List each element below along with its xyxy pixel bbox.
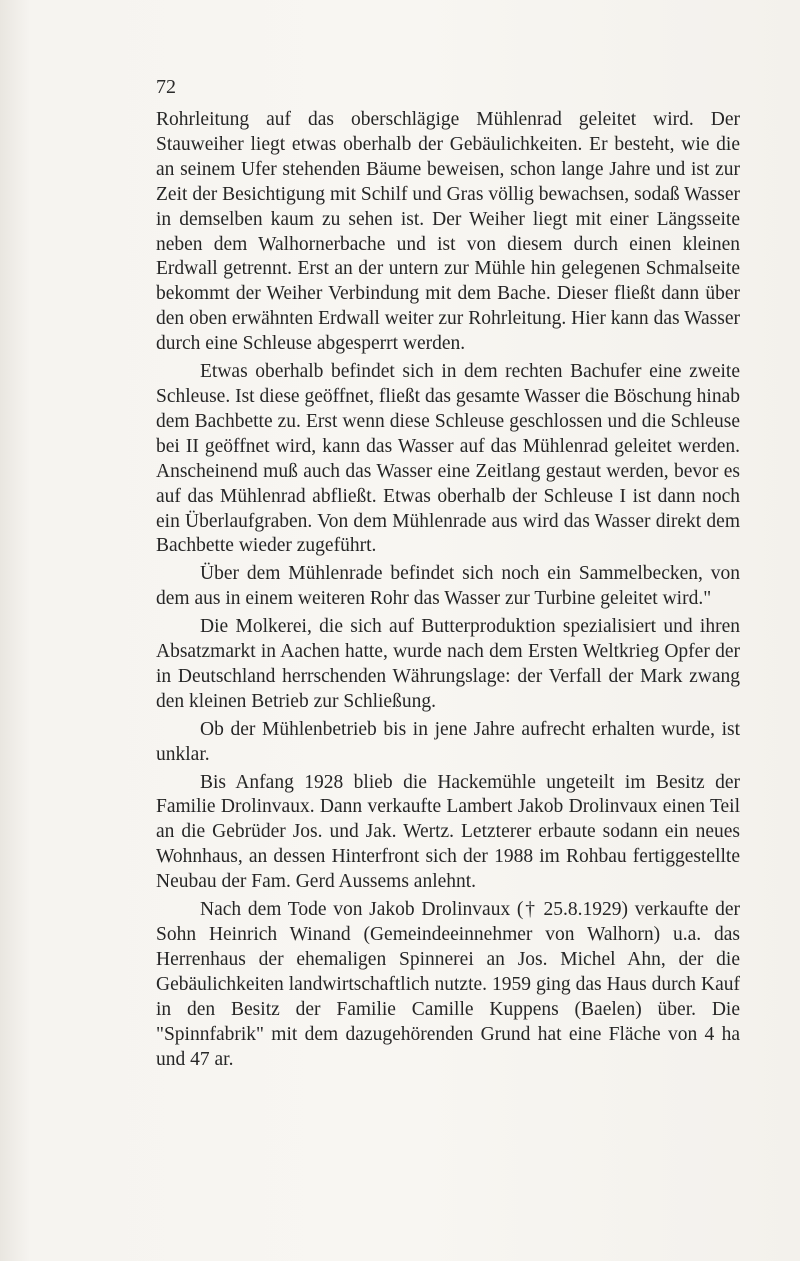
paragraph-6: Bis Anfang 1928 blieb die Hackemühle ungeteilt im Besitz der Familie Drolinvaux. Dann verkaufte Lambert Jakob Drolinvaux einen Teil an die Gebrüder Jos. und Jak. Wertz. Letzterer erbaute sodann ein neues Wohnhaus, an dessen Hinterfront sich der 1988 im Rohbau fertiggestellte Neubau der Fam. Gerd Aussems anlehnt. [156, 771, 740, 893]
page-number: 72 [156, 76, 176, 98]
paragraph-5: Ob der Mühlenbetrieb bis in jene Jahre aufrecht erhalten wurde, ist unklar. [156, 718, 740, 765]
paragraph-1: Rohrleitung auf das oberschlägige Mühlenrad geleitet wird. Der Stauweiher liegt etwas oberhalb der Gebäulichkeiten. Er besteht, wie die an seinem Ufer stehenden Bäume beweisen, schon lange Jahre und ist zur Zeit der Besichtigung mit Schilf und Gras völlig bewachsen, sodaß Wasser in demselben kaum zu sehen ist. Der Weiher liegt mit einer Längsseite neben dem Walhornerbache und ist von diesem durch einen kleinen Erdwall getrennt. Erst an der untern zur Mühle hin gelegenen Schmalseite bekommt der Weiher Verbindung mit dem Bache. Dieser fließt dann über den oben erwähnten Erdwall weiter zur Rohrleitung. Hier kann das Wasser durch eine Schleuse abgesperrt werden. [156, 109, 740, 355]
paragraph-4: Die Molkerei, die sich auf Butterproduktion spezialisiert und ihren Absatzmarkt in Aachen hatte, wurde nach dem Ersten Weltkrieg Opfer der in Deutschland herrschenden Währungslage: der Verfall der Mark zwang den kleinen Betrieb zur Schließung. [156, 616, 740, 712]
body-text [156, 108, 740, 1072]
paragraph-2: Etwas oberhalb befindet sich in dem rechten Bachufer eine zweite Schleuse. Ist diese geöffnet, fließt das gesamte Wasser die Böschung hinab dem Bachbette zu. Erst wenn diese Schleuse geschlossen und die Schleuse bei II geöffnet wird, kann das Wasser auf das Mühlenrad geleitet werden. Anscheinend muß auch das Wasser eine Zeitlang gestaut werden, bevor es auf das Mühlenrad abfließt. Etwas oberhalb der Schleuse I ist dann noch ein Überlaufgraben. Von dem Mühlenrade aus wird das Wasser direkt dem Bachbette wieder zugeführt. [156, 361, 740, 557]
paragraph-3: Über dem Mühlenrade befindet sich noch ein Sammelbecken, von dem aus in einem weiteren Rohr das Wasser zur Turbine geleitet wird." [156, 563, 740, 610]
paragraph-7: Nach dem Tode von Jakob Drolinvaux († 25.8.1929) verkaufte der Sohn Heinrich Winand (Gemeindeeinnehmer von Walhorn) u.a. das Herrenhaus der ehemaligen Spinnerei an Jos. Michel Ahn, der die Gebäulichkeiten landwirtschaftlich nutzte. 1959 ging das Haus durch Kauf in den Besitz der Familie Camille Kuppens (Baelen) über. Die "Spinnfabrik" mit dem dazugehörenden Grund hat eine Fläche von 4 ha und 47 ar. [156, 899, 740, 1070]
